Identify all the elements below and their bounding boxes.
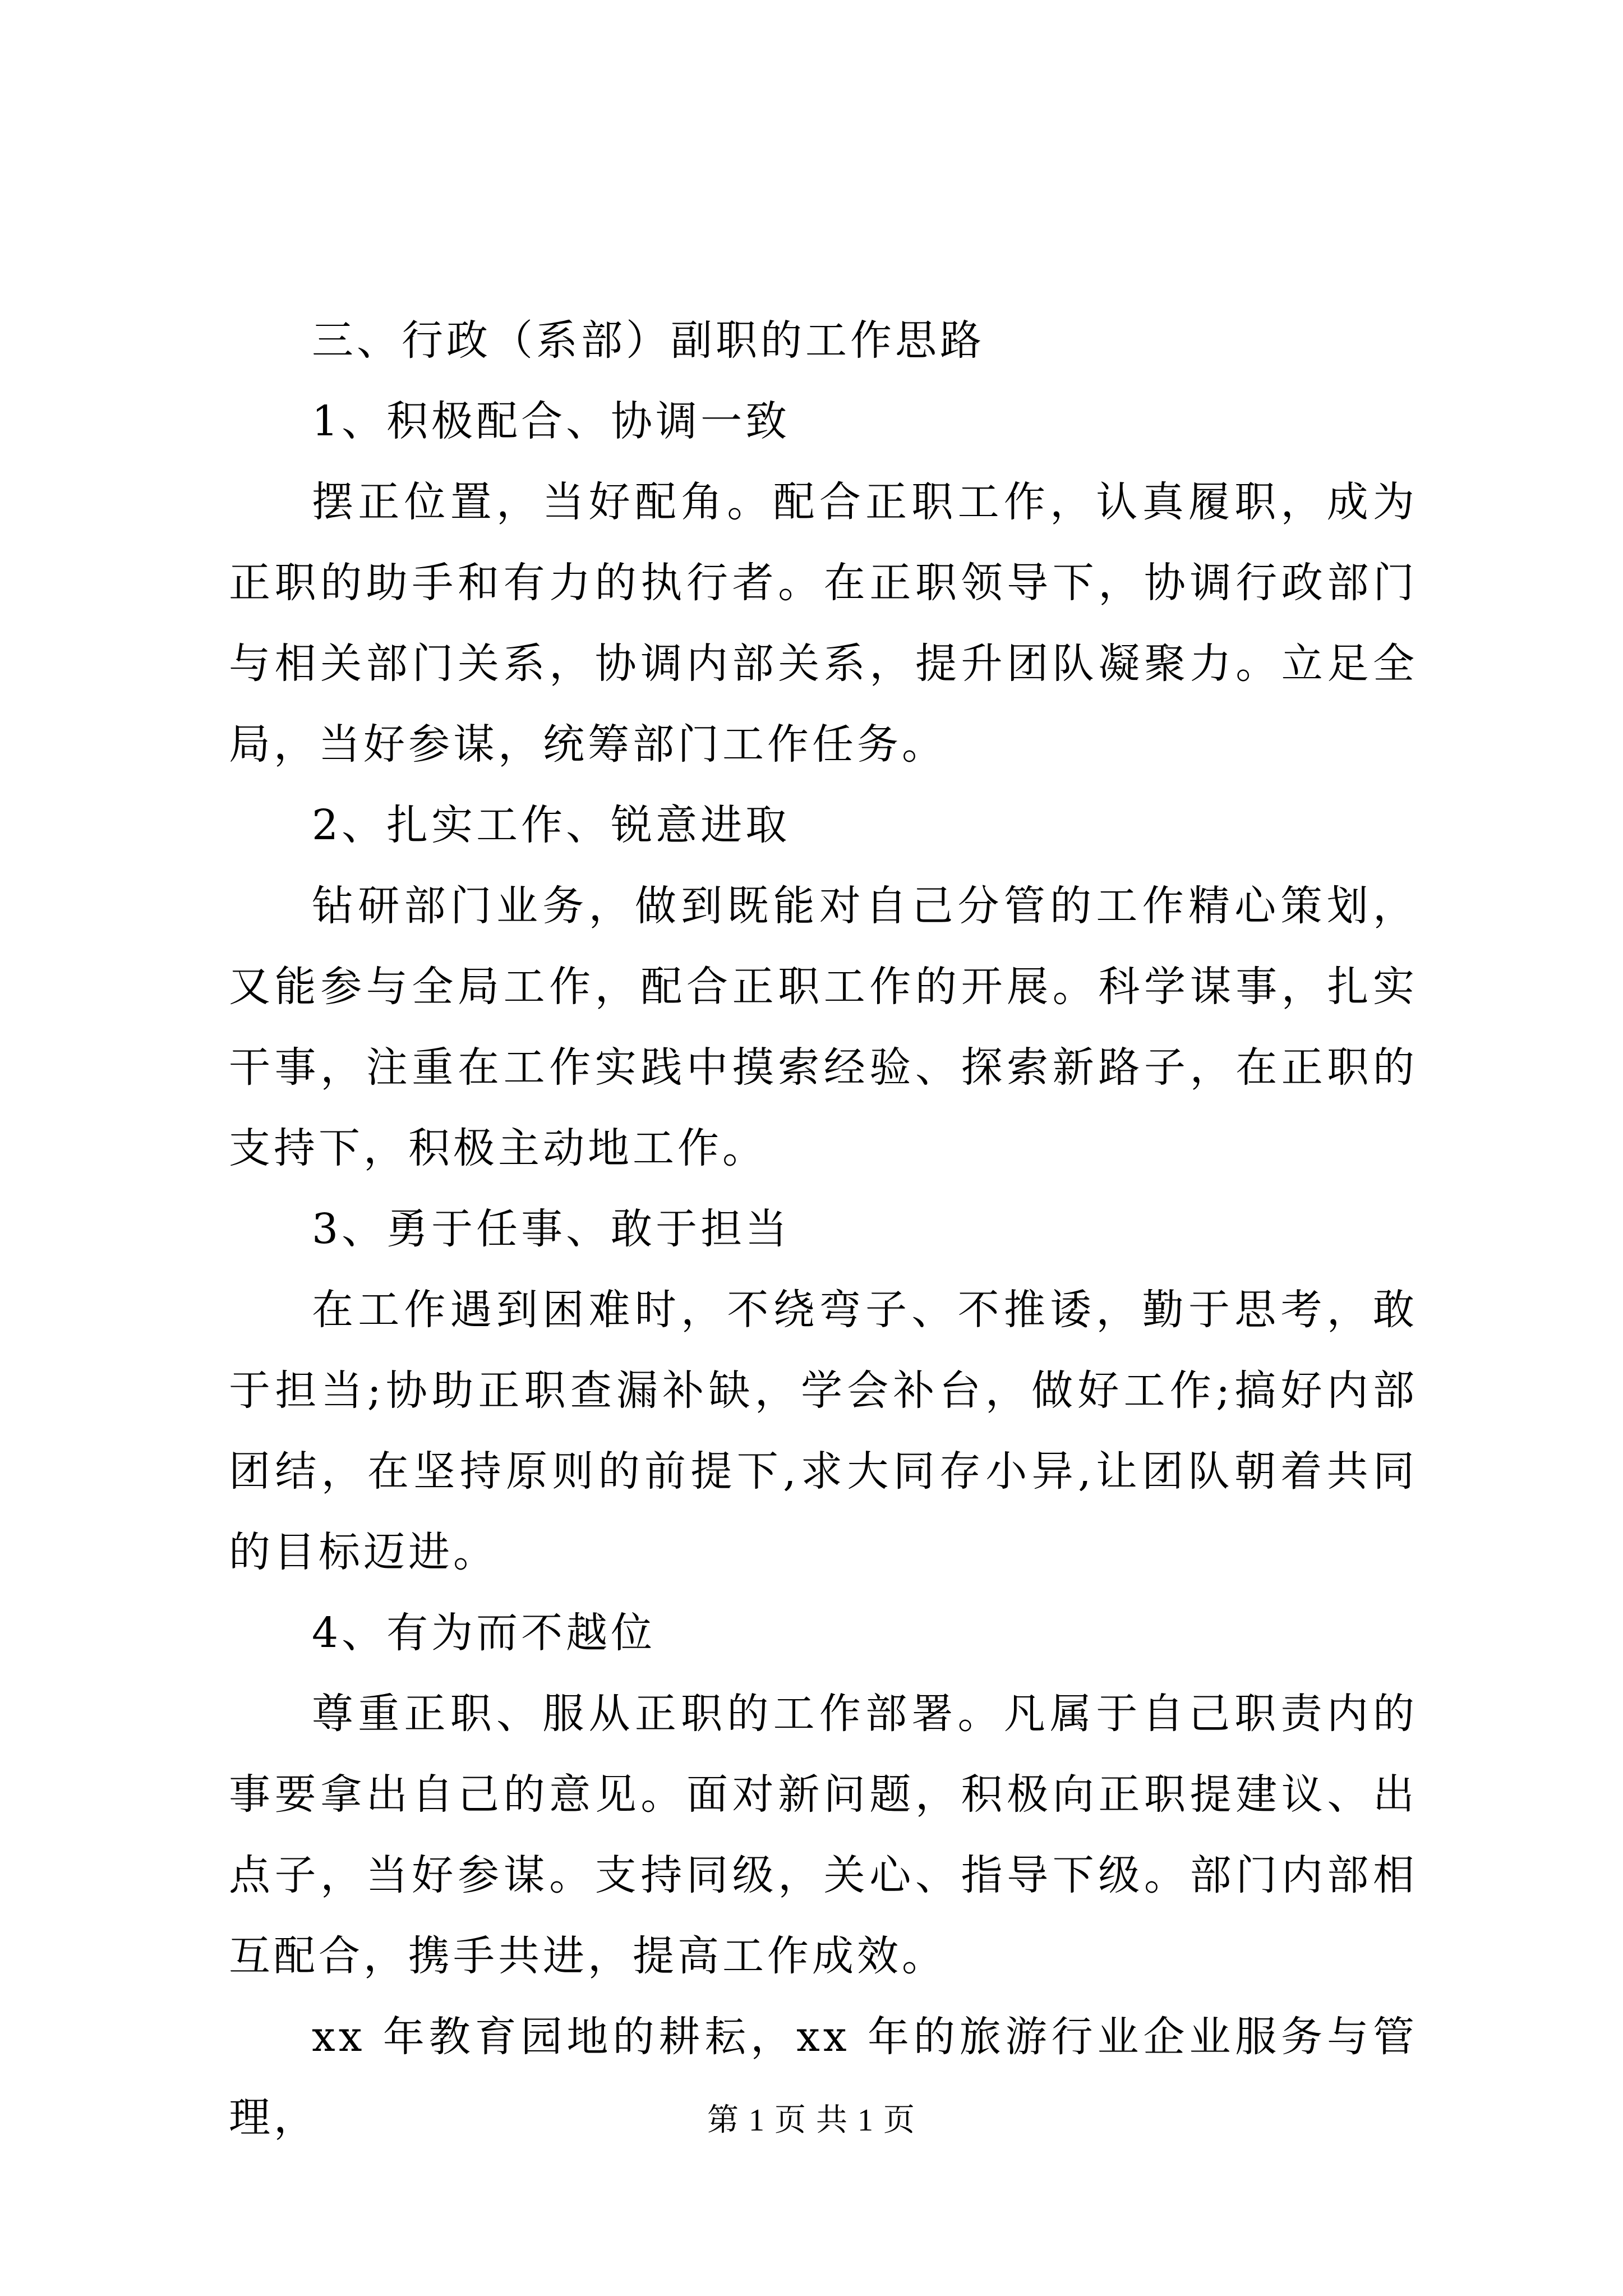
- document-body: [229, 300, 1418, 2158]
- page-number-footer: 第 1 页 共 1 页: [707, 2103, 916, 2138]
- section-heading: 三、行政（系部）副职的工作思路: [312, 316, 985, 365]
- body-paragraph-3: 在工作遇到困难时，不绕弯子、不推诿，勤于思考，敢于担当;协助正职查漏补缺，学会补台，做好工作;搞好内部团结，在坚持原则的前提下,求大同存小异,让团队朝着共同的目标迈进。: [229, 1286, 1418, 1576]
- body-paragraph-2: 钻研部门业务，做到既能对自己分管的工作精心策划，又能参与全局工作，配合正职工作的开展。科学谋事，扎实干事，注重在工作实践中摸索经验、探索新路子，在正职的支持下，积极主动地工作。: [229, 882, 1418, 1172]
- subsection-heading-4: 4、有为而不越位: [312, 1609, 656, 1657]
- subsection-heading-1: 1、积极配合、协调一致: [312, 397, 791, 445]
- body-paragraph-1: 摆正位置，当好配角。配合正职工作，认真履职，成为正职的助手和有力的执行者。在正职领导下，协调行政部门与相关部门关系，协调内部关系，提升团队凝聚力。立足全局，当好参谋，统筹部门工作任务。: [229, 478, 1418, 769]
- body-paragraph-4: 尊重正职、服从正职的工作部署。凡属于自己职责内的事要拿出自己的意见。面对新问题，积极向正职提建议、出点子，当好参谋。支持同级，关心、指导下级。部门内部相互配合，携手共进，提高工作成效。: [229, 1690, 1418, 1980]
- subsection-heading-2: 2、扎实工作、锐意进取: [312, 801, 791, 849]
- subsection-heading-3: 3、勇于任事、敢于担当: [312, 1205, 791, 1253]
- body-paragraph-5: xx 年教育园地的耕耘，xx 年的旅游行业企业服务与管理，: [229, 2013, 1418, 2142]
